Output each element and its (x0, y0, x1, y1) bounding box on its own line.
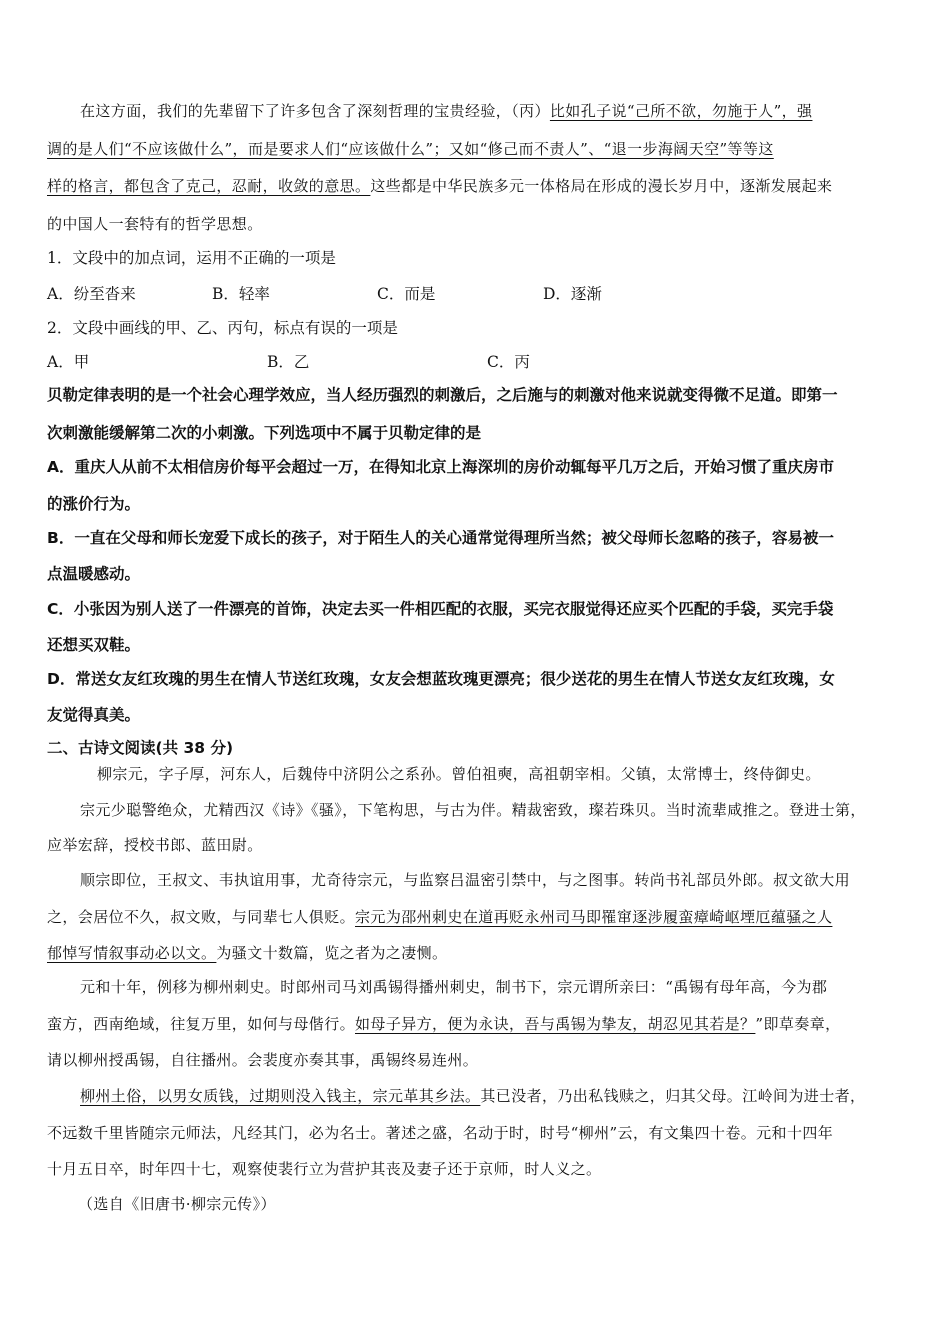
classical-para-4-line-3: 请以柳州授禹锡，自往播州。会裴度亦奏其事，禹锡终易连州。 (47, 1051, 479, 1069)
classical-para-1: 柳宗元，字子厚，河东人，后魏侍中济阴公之系孙。曾伯祖奭，高祖朝宰相。父镇，太常博士，终侍御史。 (97, 765, 821, 783)
passage-text: 这些都是中华民族多元一体格局在形成的漫长岁月中，逐渐发展起来 (370, 177, 833, 195)
q3-option-d-line-2[interactable]: 友觉得真美。 (47, 706, 141, 724)
classical-text: 为骚文十数篇，览之者为之凄恻。 (216, 944, 448, 962)
classical-para-5-line-2: 不远数千里皆随宗元师法，凡经其门，必为名士。著述之盛，名动于时，时号“柳州”云，有文集四十卷。元和十四年 (47, 1124, 834, 1142)
classical-para-3-line-1: 顺宗即位，王叔文、韦执谊用事，尤奇待宗元，与监察吕温密引禁中，与之图事。转尚书礼部员外郎。叔文欲大用 (80, 871, 851, 889)
underlined-sentence: 柳州土俗，以男女质钱，过期则没入钱主，宗元革其乡法。 (80, 1087, 481, 1105)
classical-para-3-line-3 (47, 943, 447, 963)
section-2-heading: 二、古诗文阅读(共 38 分) (47, 739, 234, 757)
classical-para-5-line-3: 十月五日卒，时年四十七，观察使裴行立为营护其丧及妻子还于京师，时人义之。 (47, 1160, 602, 1178)
classical-para-2-line-1: 宗元少聪警绝众，尤精西汉《诗》《骚》，下笔构思，与古为伴。精裁密致，璨若珠贝。当时流辈咸推之。登进士第， (80, 801, 866, 819)
classical-text: 之，会居位不久，叔文败，与同辈七人俱贬。 (47, 908, 356, 926)
classical-para-4-line-1: 元和十年，例移为柳州刺史。时郎州司马刘禹锡得播州刺史，制书下，宗元谓所亲曰：“禹锡有母年高，今为郡 (80, 978, 828, 996)
question-2-stem: 2．文段中画线的甲、乙、丙句，标点有误的一项是 (47, 319, 398, 337)
q1-option-d[interactable]: D．逐渐 (543, 285, 602, 303)
passage-text: 在这方面，我们的先辈留下了许多包含了深刻哲理的宝贵经验，（丙） (80, 102, 550, 120)
question-3-stem-line-1: 贝勒定律表明的是一个社会心理学效应，当人经历强烈的刺激后，之后施与的刺激对他来说就变得微不足道。即第一 (47, 386, 838, 404)
passage-line-2: 调的是人们“不应该做什么”，而是要求人们“应该做什么”；又如“修己而不责人”、“退一步海阔天空”等等这 (47, 140, 774, 158)
q3-option-c-line-1[interactable]: C．小张因为别人送了一件漂亮的首饰，决定去买一件相匹配的衣服，买完衣服觉得还应买个匹配的手袋，买完手袋 (47, 600, 834, 618)
source-citation: （选自《旧唐书·柳宗元传》） (78, 1195, 276, 1213)
q3-option-a-line-1[interactable]: A．重庆人从前不太相信房价每平会超过一万，在得知北京上海深圳的房价动辄每平几万之后，开始习惯了重庆房市 (47, 458, 834, 476)
classical-text: ”即草奏章， (755, 1015, 841, 1033)
classical-para-3-line-2 (47, 907, 832, 927)
classical-text: 其已没者，乃出私钱赎之，归其父母。江岭间为进士者， (480, 1087, 866, 1105)
underlined-sentence-bing: 比如孔子说“己所不欲，勿施于人”，强 (549, 102, 813, 120)
q3-option-b-line-2[interactable]: 点温暖感动。 (47, 565, 141, 583)
q3-option-d-line-1[interactable]: D．常送女友红玫瑰的男生在情人节送红玫瑰，女友会想蓝玫瑰更漂亮；很少送花的男生在情人节送女友红玫瑰，女 (47, 670, 835, 688)
passage-line-3 (47, 176, 832, 196)
question-1-stem: 1．文段中的加点词，运用不正确的一项是 (47, 249, 336, 267)
q3-option-a-line-2[interactable]: 的涨价行为。 (47, 495, 141, 513)
q3-option-b-line-1[interactable]: B．一直在父母和师长宠爱下成长的孩子，对于陌生人的关心通常觉得理所当然；被父母师长忽略的孩子，容易被一 (47, 529, 834, 547)
underlined-sentence: 宗元为邵州刺史在道再贬永州司马即罹窜逐涉履蛮瘴崎岖堙厄蕴骚之人 (355, 908, 833, 926)
underlined-sentence: 如母子异方，便为永诀，吾与禹锡为挚友，胡忍见其若是？ (355, 1015, 756, 1033)
q1-option-c[interactable]: C．而是 (377, 285, 436, 303)
q2-option-a[interactable]: A．甲 (47, 353, 90, 371)
classical-para-4-line-2 (47, 1014, 841, 1034)
q1-option-b[interactable]: B．轻率 (212, 285, 270, 303)
question-3-stem-line-2: 次刺激能缓解第二次的小刺激。下列选项中不属于贝勒定律的是 (47, 424, 482, 442)
underlined-sentence: 郁悼写情叙事动必以文。 (47, 944, 217, 962)
q1-option-a[interactable]: A．纷至沓来 (47, 285, 136, 303)
passage-line-1 (80, 101, 812, 121)
q2-option-c[interactable]: C．丙 (487, 353, 530, 371)
underlined-sentence-end: 样的格言，都包含了克己，忍耐，收敛的意思。 (47, 177, 371, 195)
q3-option-c-line-2[interactable]: 还想买双鞋。 (47, 636, 141, 654)
classical-text: 蛮方，西南绝域，往复万里，如何与母偕行。 (47, 1015, 356, 1033)
classical-para-2-line-2: 应举宏辞，授校书郎、蓝田尉。 (47, 836, 263, 854)
passage-line-4: 的中国人一套特有的哲学思想。 (47, 215, 263, 233)
classical-para-5-line-1 (80, 1086, 865, 1106)
q2-option-b[interactable]: B．乙 (267, 353, 310, 371)
